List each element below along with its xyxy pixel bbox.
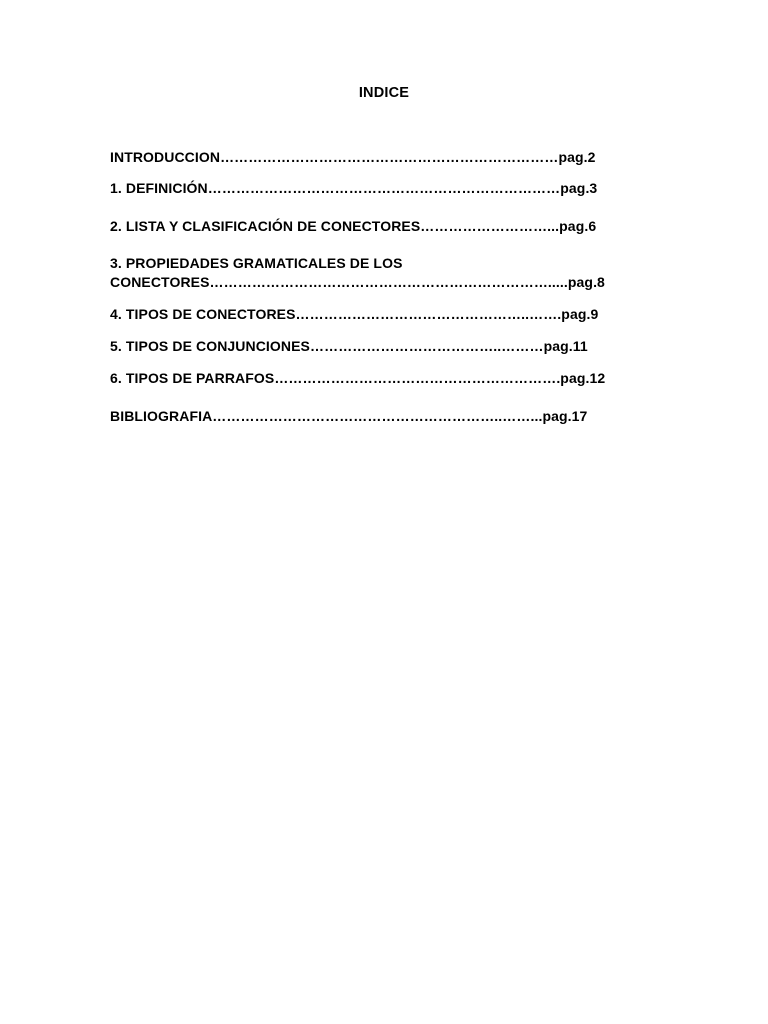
toc-entry-tipos-conectores: 4. TIPOS DE CONECTORES…………………………………………..…….pag.9 bbox=[110, 306, 599, 322]
toc-entry-introduccion: INTRODUCCION………………………………………………………………pag.2 bbox=[110, 149, 596, 165]
toc-entry-tipos-parrafos: 6. TIPOS DE PARRAFOS…………………………………………………….pag.12 bbox=[110, 370, 606, 386]
toc-entry-definicion: 1. DEFINICIÓN…………………………………………………………………pag.3 bbox=[110, 180, 598, 196]
toc-entry-lista-clasificacion: 2. LISTA Y CLASIFICACIÓN DE CONECTORES………………………...pag.6 bbox=[110, 218, 597, 234]
page-title: INDICE bbox=[358, 85, 410, 101]
toc-entry-tipos-conjunciones: 5. TIPOS DE CONJUNCIONES…………………………………..………pag.11 bbox=[110, 338, 588, 354]
toc-entry-propiedades-line2: CONECTORES……………………………………………………………….....pag.8 bbox=[110, 274, 605, 290]
toc-entry-propiedades-line1: 3. PROPIEDADES GRAMATICALES DE LOS bbox=[110, 255, 403, 271]
toc-entry-bibliografia: BIBLIOGRAFIA……………………………………………………..……...pag.17 bbox=[110, 408, 588, 424]
